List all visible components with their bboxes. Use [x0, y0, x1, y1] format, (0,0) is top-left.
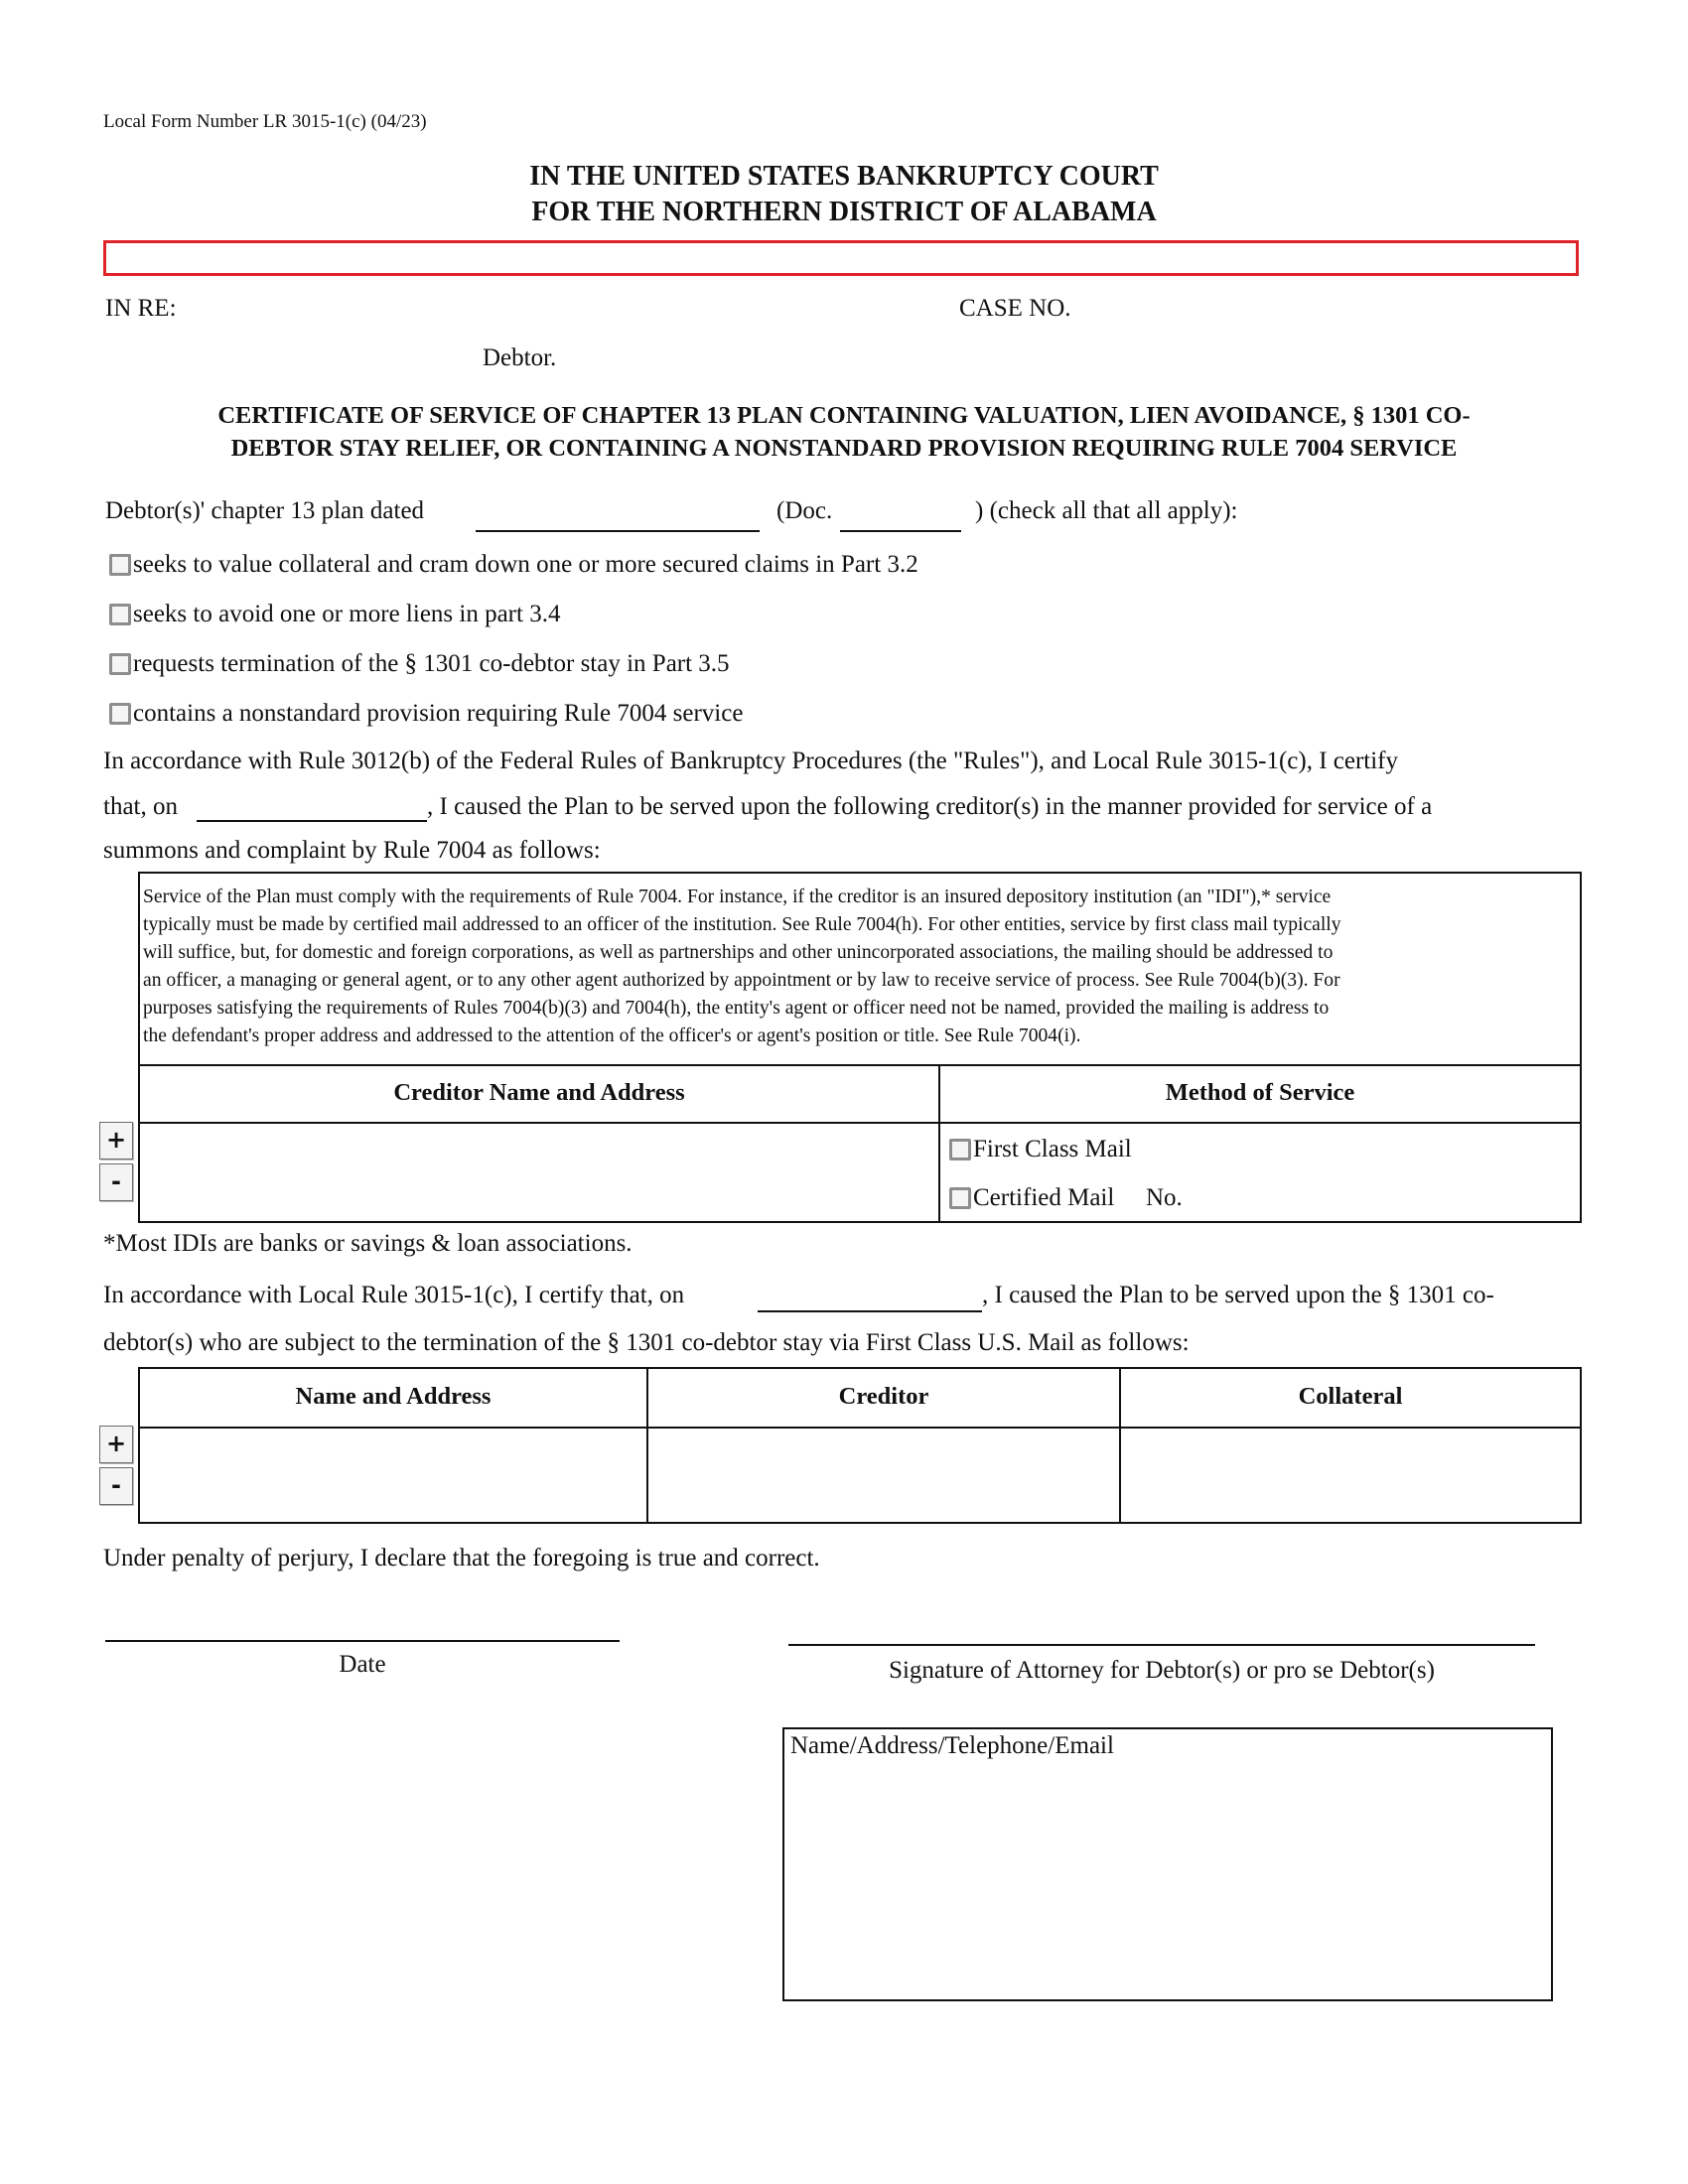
debtor-label: Debtor. — [483, 344, 557, 371]
codebtor-name-address-input[interactable] — [143, 1433, 645, 1522]
certify1-that-on: that, on — [103, 793, 178, 820]
certified-mail-no-label: No. — [1146, 1184, 1183, 1211]
nonstandard-provision-checkbox[interactable] — [109, 703, 131, 725]
add-codebtor-row-button[interactable]: + — [99, 1426, 133, 1463]
certify2-line1: In accordance with Local Rule 3015-1(c), I certify that, on — [103, 1282, 685, 1308]
idi-footnote: *Most IDIs are banks or savings & loan associations. — [103, 1230, 633, 1257]
certify2-line1-rest: , I caused the Plan to be served upon the § 1301 co- — [982, 1282, 1494, 1308]
court-name-line2: FOR THE NORTHERN DISTRICT OF ALABAMA — [531, 197, 1157, 227]
certify1-line2-rest: , I caused the Plan to be served upon the following creditor(s) in the manner provided for service of a — [427, 793, 1433, 820]
notice-line: an officer, a managing or general agent, or to any other agent authorized by appointment or by law to receive service of process. See Rule 7004(b)(3). For — [143, 970, 1340, 991]
certified-mail-number-input[interactable] — [1192, 1179, 1573, 1215]
court-name-line1: IN THE UNITED STATES BANKRUPTCY COURT — [529, 161, 1159, 192]
first-class-mail-checkbox[interactable] — [949, 1139, 971, 1160]
first-class-mail-label: First Class Mail — [973, 1136, 1132, 1162]
attorney-signature-line[interactable] — [788, 1644, 1535, 1646]
creditor-name-address-input[interactable] — [143, 1128, 935, 1221]
doc-label: (Doc. — [776, 497, 833, 524]
service-date-field-1[interactable] — [197, 792, 427, 822]
notice-line: will suffice, but, for domestic and foreign corporations, as well as partnerships and other unincorporated associations, the mailing should be addressed to — [143, 942, 1334, 963]
collateral-header: Collateral — [1298, 1383, 1403, 1410]
codebtor-stay-label: requests termination of the § 1301 co-debtor stay in Part 3.5 — [133, 650, 730, 677]
remove-creditor-row-button[interactable]: - — [99, 1163, 133, 1201]
add-creditor-row-button[interactable]: + — [99, 1122, 133, 1160]
value-collateral-label: seeks to value collateral and cram down one or more secured claims in Part 3.2 — [133, 551, 918, 578]
plan-dated-label: Debtor(s)' chapter 13 plan dated — [105, 497, 425, 524]
certificate-title-line1: CERTIFICATE OF SERVICE OF CHAPTER 13 PLAN CONTAINING VALUATION, LIEN AVOIDANCE, § 1301 CO- — [217, 402, 1471, 429]
creditor-header: Creditor — [838, 1383, 929, 1410]
method-of-service-header: Method of Service — [1165, 1079, 1355, 1106]
codebtor-creditor-input[interactable] — [653, 1433, 1118, 1522]
service-date-field-2[interactable] — [758, 1283, 982, 1312]
date-signature-line[interactable] — [105, 1640, 620, 1642]
certified-mail-label: Certified Mail — [973, 1184, 1115, 1211]
contact-info-input[interactable] — [790, 1765, 1549, 1997]
contact-info-label: Name/Address/Telephone/Email — [790, 1732, 1114, 1759]
avoid-liens-checkbox[interactable] — [109, 604, 131, 625]
notice-line: the defendant's proper address and addressed to the attention of the officer's or agent's position or title. See Rule 7004(i). — [143, 1025, 1081, 1046]
certificate-title-line2: DEBTOR STAY RELIEF, OR CONTAINING A NONSTANDARD PROVISION REQUIRING RULE 7004 SERVICE — [230, 435, 1458, 462]
case-no-label: CASE NO. — [959, 295, 1071, 322]
perjury-statement: Under penalty of perjury, I declare that the foregoing is true and correct. — [103, 1545, 820, 1571]
certify2-line2: debtor(s) who are subject to the termination of the § 1301 co-debtor stay via First Class U.S. Mail as follows: — [103, 1329, 1190, 1356]
form-number: Local Form Number LR 3015-1(c) (04/23) — [103, 111, 427, 132]
debtor-name-input[interactable] — [103, 240, 1579, 276]
remove-codebtor-row-button[interactable]: - — [99, 1467, 133, 1505]
name-address-header: Name and Address — [295, 1383, 492, 1410]
codebtor-stay-checkbox[interactable] — [109, 653, 131, 675]
notice-line: typically must be made by certified mail addressed to an officer of the institution. See Rule 7004(h). For other entities, service by first class mail typically — [143, 914, 1341, 935]
creditor-name-address-header: Creditor Name and Address — [393, 1079, 685, 1106]
certify1-line3: summons and complaint by Rule 7004 as follows: — [103, 837, 601, 864]
certified-mail-checkbox[interactable] — [949, 1187, 971, 1209]
plan-date-field[interactable] — [476, 500, 760, 532]
avoid-liens-label: seeks to avoid one or more liens in part 3.4 — [133, 601, 561, 627]
doc-number-field[interactable] — [840, 500, 961, 532]
case-no-input[interactable] — [1084, 290, 1565, 326]
date-label: Date — [339, 1651, 386, 1678]
rule-7004-notice — [143, 884, 1341, 1050]
notice-line: purposes satisfying the requirements of Rules 7004(b)(3) and 7004(h), the entity's agent or officer need not be named, provided the mailing is address to — [143, 998, 1330, 1019]
notice-line: Service of the Plan must comply with the requirements of Rule 7004. For instance, if the creditor is an insured depository institution (an "IDI"),* service — [143, 887, 1332, 907]
codebtor-collateral-input[interactable] — [1126, 1433, 1579, 1522]
nonstandard-provision-label: contains a nonstandard provision requiring Rule 7004 service — [133, 700, 744, 727]
in-re-label: IN RE: — [105, 295, 177, 322]
signature-label: Signature of Attorney for Debtor(s) or pro se Debtor(s) — [889, 1657, 1435, 1684]
certify1-line1: In accordance with Rule 3012(b) of the Federal Rules of Bankruptcy Procedures (the "Rules"), and Local Rule 3015-1(c), I certify — [103, 748, 1399, 774]
check-all-label: ) (check all that all apply): — [975, 497, 1238, 524]
value-collateral-checkbox[interactable] — [109, 554, 131, 576]
